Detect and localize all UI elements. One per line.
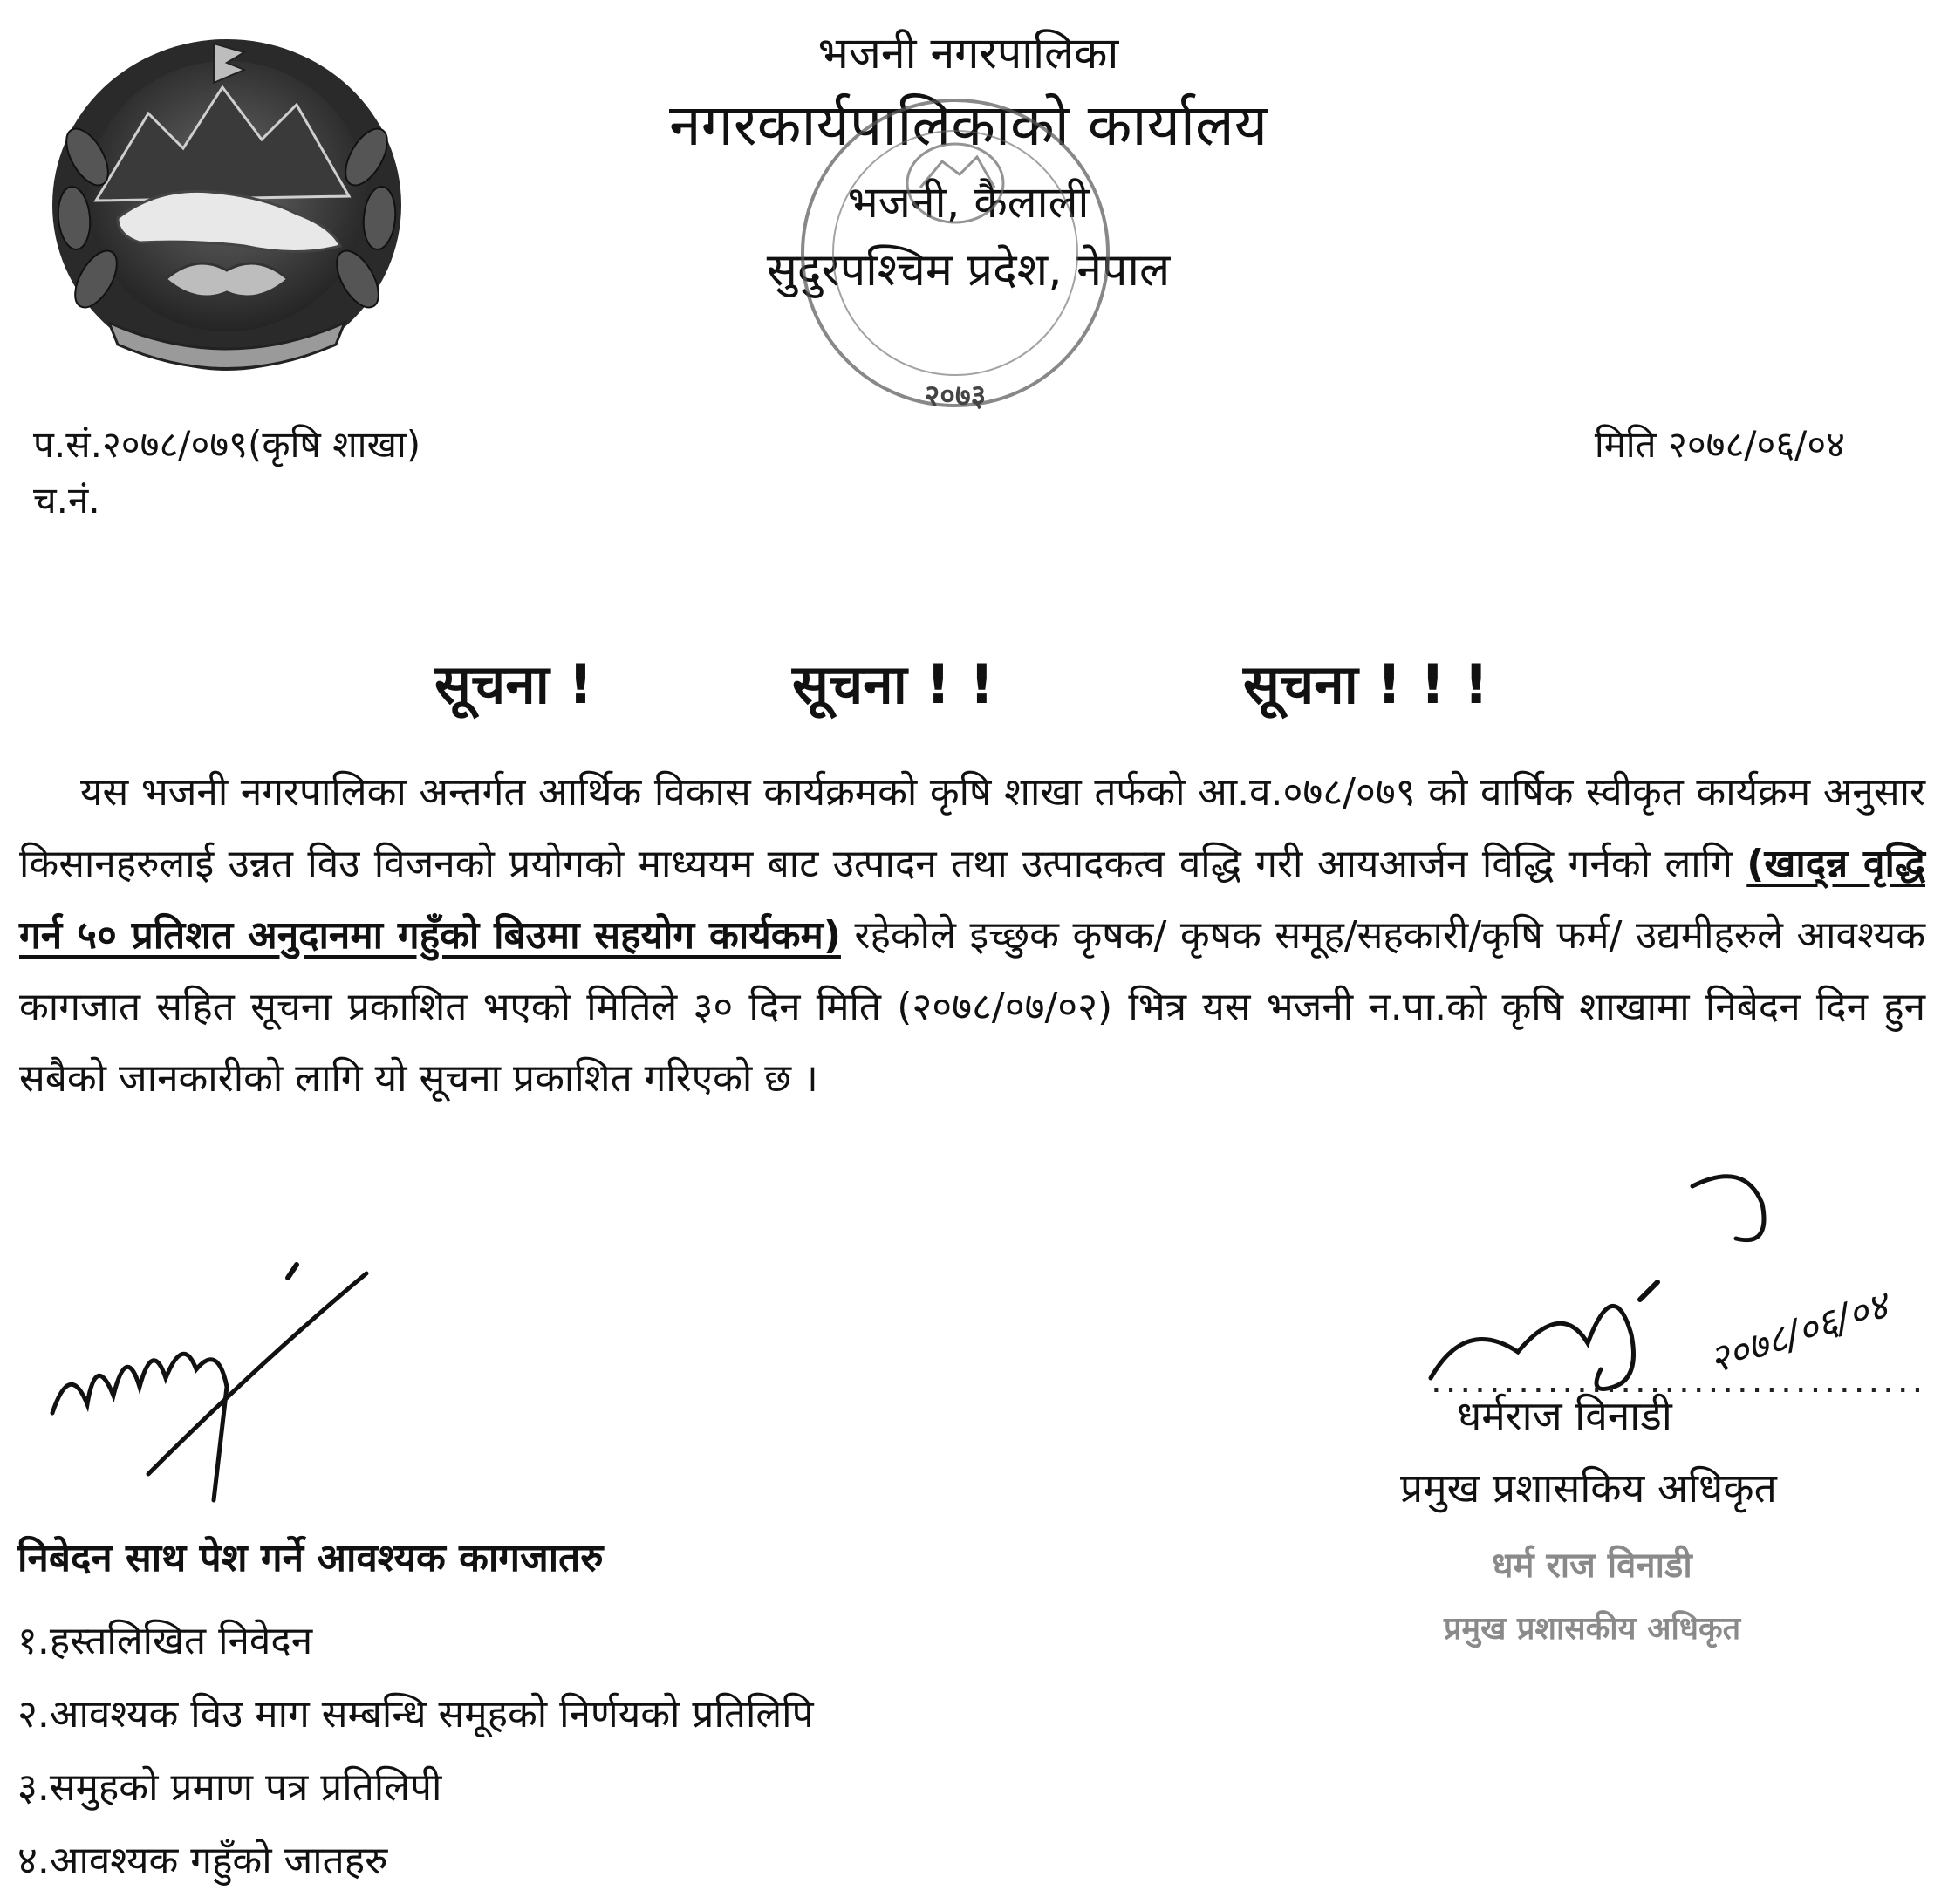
office-name: नगरकार्यपालिकाको कार्यालय [669,92,1268,159]
office-location: भजनी, कैलाली [847,177,1090,228]
signatory-title: प्रमुख प्रशासकिय अधिकृत [1400,1464,1777,1512]
requirement-item: २.आवश्यक विउ माग सम्बन्धि समूहको निर्णयको प्रतिलिपि [17,1692,814,1737]
requirements-heading: निबेदन साथ पेश गर्ने आवश्यक कागजातरु [17,1536,604,1580]
signature-date: २०७८/०६/०४ [1703,1283,1894,1383]
stamp-name: धर्म राज विनाडी [1492,1546,1692,1586]
left-signature [44,1256,393,1518]
requirements-list [17,1605,814,1898]
reference-block [33,417,420,529]
program-title: (खाद्न्न वृद्धि गर्न ५० प्रतिशत अनुदानमा गहुँको बिउमा सहयोग कार्यकम) [19,842,1925,958]
dispatch-number: च.नं. [33,479,100,522]
issue-date: मिति २०७८/०६/०४ [1594,423,1845,466]
notice-heading-1: सूचना ! [434,652,593,716]
body-part-2: रहेकोले इच्छुक कृषक/ कृषक समूह/सहकारी/कृषि फर्म/ उद्यमीहरुले आवश्यक कागजात सहित सूचना प्रकाशित भएको मितिले ३० दिन मिति (२०७८/०७/०२) भित्र यस भजनी न.पा.को कृषि शाखामा निबेदन दिन हुन सबैको जानकारीको लागि यो सूचना प्रकाशित गरिएको छ । [19,913,1925,1101]
reference-number: प.सं.२०७८/०७९(कृषि शाखा) [33,423,421,466]
notice-heading-2: सूचना ! ! [792,652,994,716]
requirement-item: १.हस्तलिखित निवेदन [17,1619,313,1663]
requirement-item: ४.आवश्यक गहुँको जातहरु [17,1839,388,1883]
stamp-title: प्रमुख प्रशासकीय अधिकृत [1444,1611,1741,1647]
requirement-item: ३.समुहको प्रमाण पत्र प्रतिलिपी [17,1765,442,1810]
municipality-name: भजनी नगरपालिका [817,28,1119,78]
office-seal-icon [789,87,1121,419]
signature-line: .................................. [1431,1361,1927,1401]
province-country: सुदुरपश्चिम प्रदेश, नेपाल [766,244,1171,297]
signatory-name: धर्मराज विनाडी [1457,1392,1672,1439]
nepal-emblem-icon [35,17,419,384]
notice-body [19,757,1925,1115]
notice-heading [0,645,1941,724]
body-part-1: यस भजनी नगरपालिका अन्तर्गत आर्थिक विकास कार्यक्रमको कृषि शाखा तर्फको आ.व.०७८/०७९ को वार्षिक स्वीकृत कार्यक्रम अनुसार किसानहरुलाई उन्नत विउ विजनको प्रयोगको माध्ययम बाट उत्पादन तथा उत्पादकत्व वद्धि गरी आयआर्जन विद्धि गर्नको लागि [19,770,1925,886]
notice-heading-3: सूचना ! ! ! [1243,652,1489,716]
seal-year: २०७३ [924,379,987,413]
